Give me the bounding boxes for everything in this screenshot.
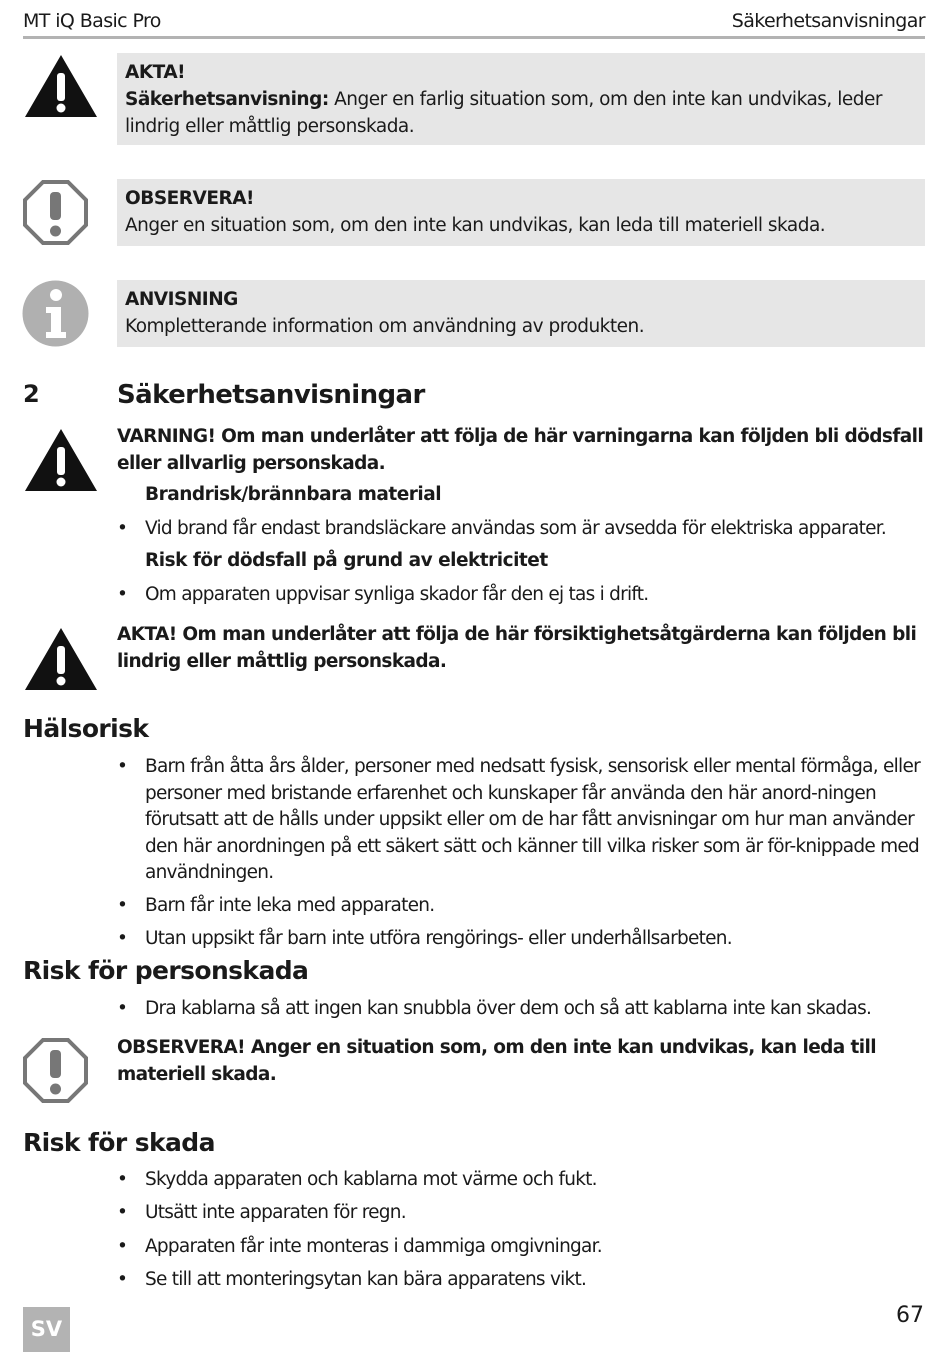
list-item xyxy=(117,1200,927,1227)
header-product: MT iQ Basic Pro xyxy=(23,10,161,32)
info-icon xyxy=(22,280,89,347)
list-item-text: Apparaten får inte monteras i dammiga omgivningar. xyxy=(145,1236,602,1257)
injury-risk-heading: Risk för personskada xyxy=(23,956,309,985)
bullet-mark: • xyxy=(117,1169,128,1190)
bullet-mark: • xyxy=(117,895,128,916)
notice-box xyxy=(117,179,925,246)
notice-octagon-icon xyxy=(22,1037,89,1104)
list-item-text: Barn från åtta års ålder, personer med nedsatt fysisk, sensorisk eller mental förmåga, eller personer med bristande erfarenhet och kunskaper får använda den här anord-ningen förutsatt att de hålls under uppsikt eller om de har fått anvisningar om hur man använder den här anordningen på ett säkert sätt och känner till vilka risker som är för-knippade med användningen. xyxy=(145,756,920,883)
damage-risk-heading: Risk för skada xyxy=(23,1128,215,1157)
list-item-text: Dra kablarna så att ingen kan snubbla över dem och så att kablarna inte kan skadas. xyxy=(145,998,872,1019)
notice-octagon-icon xyxy=(22,179,89,246)
list-item-text: Barn får inte leka med apparaten. xyxy=(145,895,435,916)
caution-statement: AKTA! Om man underlåter att följa de här försiktighetsåtgärderna kan följden bli lindrig eller måttlig personskada. xyxy=(117,624,917,672)
bullet-mark: • xyxy=(117,1269,128,1290)
warning-statement: VARNING! Om man underlåter att följa de här varningarna kan följden bli dödsfall eller allvarlig personskada. xyxy=(117,426,924,474)
list-item-text: Se till att monteringsytan kan bära apparatens vikt. xyxy=(145,1269,587,1290)
page-number: 67 xyxy=(896,1303,924,1328)
fire-risk-title: Brandrisk/brännbara material xyxy=(145,484,442,505)
bullet-mark: • xyxy=(117,518,128,539)
list-item xyxy=(117,893,927,920)
bullet-mark: • xyxy=(117,928,128,949)
list-item-text: Vid brand får endast brandsläckare användas som är avsedda för elektriska apparater. xyxy=(145,518,887,539)
header-section: Säkerhetsanvisningar xyxy=(731,10,925,32)
notice-text: Anger en situation som, om den inte kan undvikas, kan leda till materiell skada. xyxy=(125,215,826,236)
info-box xyxy=(117,280,925,347)
info-text: Kompletterande information om användning av produkten. xyxy=(125,316,645,337)
list-item xyxy=(117,1234,927,1261)
page-header xyxy=(23,8,925,39)
list-item-text: Om apparaten uppvisar synliga skador får den ej tas i drift. xyxy=(145,584,649,605)
list-item xyxy=(117,996,927,1023)
caution-lead: Säkerhetsanvisning: xyxy=(125,89,329,110)
warning-triangle-icon xyxy=(23,626,99,692)
caution-text: Anger en farlig situation som, om den inte kan undvikas, leder lindrig eller måttlig personskada. xyxy=(125,89,882,137)
list-item xyxy=(117,1267,927,1294)
bullet-mark: • xyxy=(117,1236,128,1257)
language-tab: SV xyxy=(23,1307,70,1352)
list-item-text: Utsätt inte apparaten för regn. xyxy=(145,1202,406,1223)
notice-statement: OBSERVERA! Anger en situation som, om den inte kan undvikas, kan leda till materiell skada. xyxy=(117,1037,876,1085)
list-item xyxy=(117,516,927,543)
notice-title: OBSERVERA! xyxy=(125,188,254,209)
list-item xyxy=(117,754,927,887)
section-number: 2 xyxy=(23,380,40,408)
caution-title: AKTA! xyxy=(125,62,186,83)
list-item xyxy=(117,1167,927,1194)
list-item xyxy=(117,582,927,609)
bullet-mark: • xyxy=(117,1202,128,1223)
caution-box xyxy=(117,53,925,145)
bullet-mark: • xyxy=(117,756,128,777)
electric-risk-title: Risk för dödsfall på grund av elektricitet xyxy=(145,550,548,571)
health-risk-heading: Hälsorisk xyxy=(23,714,149,743)
list-item-text: Utan uppsikt får barn inte utföra rengörings- eller underhållsarbeten. xyxy=(145,928,732,949)
info-title: ANVISNING xyxy=(125,289,238,310)
warning-triangle-icon xyxy=(23,427,99,493)
bullet-mark: • xyxy=(117,998,128,1019)
warning-triangle-icon xyxy=(23,53,99,119)
section-title: Säkerhetsanvisningar xyxy=(117,380,425,410)
bullet-mark: • xyxy=(117,584,128,605)
list-item-text: Skydda apparaten och kablarna mot värme och fukt. xyxy=(145,1169,597,1190)
list-item xyxy=(117,926,927,953)
